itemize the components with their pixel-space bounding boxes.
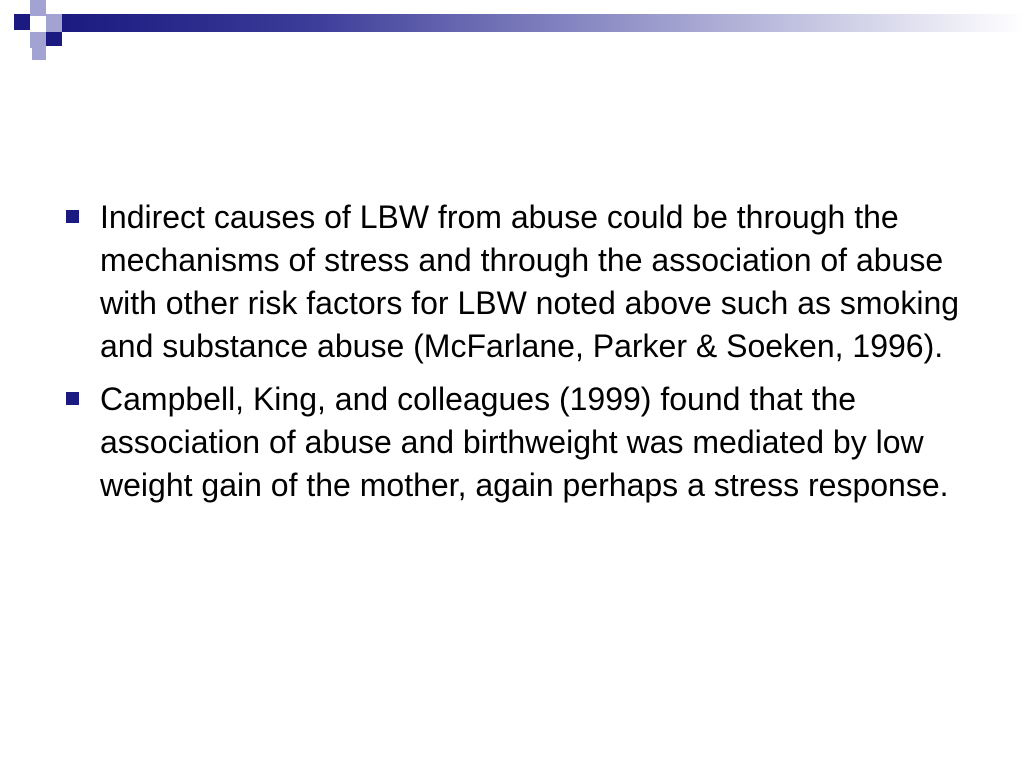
- bullet-list: [62, 196, 962, 507]
- bullet-text: Campbell, King, and colleagues (1999) found that the association of abuse and birthweight was mediated by low weight gain of the mother, again perhaps a stress response.: [100, 381, 949, 503]
- bullet-text: Indirect causes of LBW from abuse could be through the mechanisms of stress and through the association of abuse with other risk factors for LBW noted above such as smoking and substance abuse (McFarlane, Parker & Soeken, 1996).: [100, 199, 960, 364]
- header-decoration: [0, 0, 1024, 70]
- header-square-light-2: [46, 14, 62, 32]
- header-square-dark-1: [14, 14, 30, 30]
- header-square-light-1: [30, 0, 46, 16]
- square-bullet-icon: [66, 392, 79, 405]
- square-bullet-icon: [66, 210, 79, 223]
- header-square-light-4: [32, 46, 46, 60]
- list-item: [62, 378, 962, 507]
- list-item: [62, 196, 962, 368]
- header-gradient-bar: [62, 14, 1024, 32]
- header-square-dark-2: [46, 32, 62, 46]
- slide-body: [62, 196, 962, 517]
